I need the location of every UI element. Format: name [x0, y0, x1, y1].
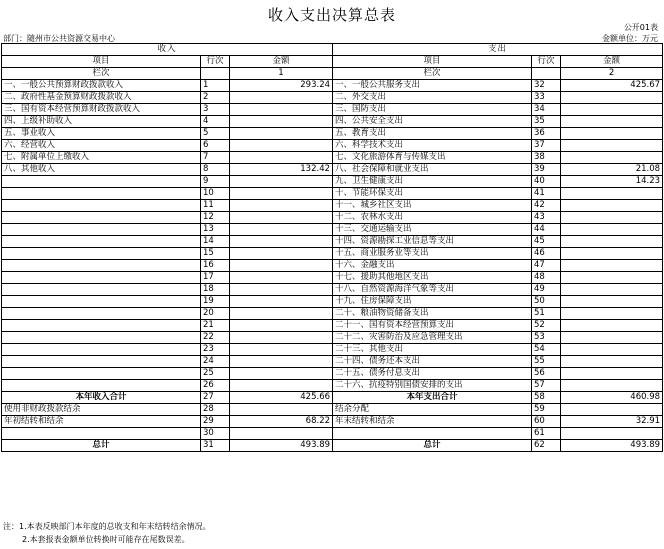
column-header-row	[2, 56, 663, 68]
line-no: 45	[532, 236, 561, 248]
column-index-row	[2, 68, 663, 80]
expense-item-name: 二十四、债务还本支出	[333, 356, 532, 368]
income-amount	[230, 248, 333, 260]
income-item-name	[2, 356, 201, 368]
income-column-label: 栏次	[2, 68, 201, 80]
line-no: 41	[532, 188, 561, 200]
expense-grand-total-amount: 493.89	[561, 440, 663, 452]
income-amount	[230, 200, 333, 212]
empty-cell	[532, 68, 561, 80]
line-no: 62	[532, 440, 561, 452]
income-amount	[230, 224, 333, 236]
expense-amount	[561, 104, 663, 116]
line-no: 16	[201, 260, 230, 272]
income-amount	[230, 272, 333, 284]
expense-amount	[561, 284, 663, 296]
expense-amount: 425.67	[561, 80, 663, 92]
line-no: 33	[532, 92, 561, 104]
income-amount	[230, 188, 333, 200]
income-amount: 132.42	[230, 164, 333, 176]
income-item-name	[2, 296, 201, 308]
expense-amount	[561, 272, 663, 284]
expense-item-name: 十一、城乡社区支出	[333, 200, 532, 212]
income-amount: 68.22	[230, 416, 333, 428]
expense-item-name: 结余分配	[333, 404, 532, 416]
expense-amount	[561, 320, 663, 332]
line-no: 28	[201, 404, 230, 416]
table-row	[2, 236, 663, 248]
table-row	[2, 164, 663, 176]
expense-year-total-amount: 460.98	[561, 392, 663, 404]
income-amount	[230, 308, 333, 320]
line-no: 38	[532, 152, 561, 164]
income-grand-total-label: 总计	[2, 440, 201, 452]
line-no: 32	[532, 80, 561, 92]
income-amount	[230, 152, 333, 164]
expense-line-header: 行次	[532, 56, 561, 68]
unit-label: 金额单位：万元	[602, 34, 658, 43]
income-amount	[230, 140, 333, 152]
table-row	[2, 224, 663, 236]
income-line-header: 行次	[201, 56, 230, 68]
line-no: 17	[201, 272, 230, 284]
line-no: 15	[201, 248, 230, 260]
income-item-name	[2, 176, 201, 188]
summary-table	[1, 43, 663, 452]
income-item-name	[2, 188, 201, 200]
table-row	[2, 320, 663, 332]
income-item-name	[2, 236, 201, 248]
empty-cell	[561, 428, 663, 440]
expense-amount	[561, 260, 663, 272]
footnote-2: 2.本套报表金额单位转换时可能存在尾数误差。	[22, 535, 190, 544]
grand-total-row	[2, 440, 663, 452]
line-no: 35	[532, 116, 561, 128]
income-item-name	[2, 284, 201, 296]
carryover-row	[2, 416, 663, 428]
income-amount	[230, 344, 333, 356]
line-no: 42	[532, 200, 561, 212]
table-row	[2, 272, 663, 284]
expense-grand-total-label: 总计	[333, 440, 532, 452]
expense-amount	[561, 368, 663, 380]
expense-amount	[561, 224, 663, 236]
form-code: 公开01表	[623, 23, 658, 32]
empty-cell	[333, 428, 532, 440]
expense-item-name: 二十二、灾害防治及应急管理支出	[333, 332, 532, 344]
expense-item-name: 十二、农林水支出	[333, 212, 532, 224]
expense-item-name: 十四、资源勘探工业信息等支出	[333, 236, 532, 248]
line-no: 44	[532, 224, 561, 236]
table-row	[2, 200, 663, 212]
expense-year-total-label: 本年支出合计	[333, 392, 532, 404]
line-no: 37	[532, 140, 561, 152]
income-amount	[230, 236, 333, 248]
expense-item-name: 六、科学技术支出	[333, 140, 532, 152]
table-row	[2, 344, 663, 356]
line-no: 54	[532, 344, 561, 356]
expense-section-header: 支出	[333, 44, 663, 56]
income-amount	[230, 296, 333, 308]
income-item-name: 一、一般公共预算财政拨款收入	[2, 80, 201, 92]
expense-item-name: 十、节能环保支出	[333, 188, 532, 200]
line-no: 11	[201, 200, 230, 212]
expense-item-name: 二十六、抗疫特别国债安排的支出	[333, 380, 532, 392]
line-no: 25	[201, 368, 230, 380]
income-item-name: 年初结转和结余	[2, 416, 201, 428]
blank-row	[2, 428, 663, 440]
line-no: 30	[201, 428, 230, 440]
line-no: 51	[532, 308, 561, 320]
expense-column-label: 栏次	[333, 68, 532, 80]
line-no: 29	[201, 416, 230, 428]
expense-amount	[561, 236, 663, 248]
line-no: 59	[532, 404, 561, 416]
expense-amount	[561, 212, 663, 224]
table-row	[2, 380, 663, 392]
income-item-name	[2, 344, 201, 356]
line-no: 36	[532, 128, 561, 140]
income-amount	[230, 332, 333, 344]
line-no: 53	[532, 332, 561, 344]
page-title: 收入支出决算总表	[267, 6, 396, 24]
expense-amount	[561, 140, 663, 152]
expense-item-name: 二十三、其他支出	[333, 344, 532, 356]
line-no: 13	[201, 224, 230, 236]
income-amount	[230, 404, 333, 416]
income-item-name	[2, 248, 201, 260]
income-item-header: 项目	[2, 56, 201, 68]
expense-amount: 21.08	[561, 164, 663, 176]
expense-amount	[561, 188, 663, 200]
expense-amount	[561, 92, 663, 104]
expense-amount	[561, 128, 663, 140]
income-year-total-amount: 425.66	[230, 392, 333, 404]
income-amount: 293.24	[230, 80, 333, 92]
table-row	[2, 260, 663, 272]
income-amount	[230, 104, 333, 116]
empty-cell	[230, 428, 333, 440]
income-amount	[230, 212, 333, 224]
line-no: 48	[532, 272, 561, 284]
income-amount	[230, 356, 333, 368]
expense-item-name: 四、公共安全支出	[333, 116, 532, 128]
expense-item-name: 十三、交通运输支出	[333, 224, 532, 236]
line-no: 10	[201, 188, 230, 200]
table-row	[2, 356, 663, 368]
line-no: 7	[201, 152, 230, 164]
table-row	[2, 212, 663, 224]
income-amount	[230, 176, 333, 188]
income-item-name: 八、其他收入	[2, 164, 201, 176]
income-item-name: 七、附属单位上缴收入	[2, 152, 201, 164]
expense-item-name: 二、外交支出	[333, 92, 532, 104]
expense-amount-header: 金额	[561, 56, 663, 68]
income-item-name: 使用非财政拨款结余	[2, 404, 201, 416]
income-item-name	[2, 212, 201, 224]
expense-item-name: 十七、援助其他地区支出	[333, 272, 532, 284]
line-no: 58	[532, 392, 561, 404]
income-section-header: 收入	[2, 44, 333, 56]
expense-amount	[561, 380, 663, 392]
line-no: 56	[532, 368, 561, 380]
expense-item-name: 十八、自然资源海洋气象等支出	[333, 284, 532, 296]
line-no: 8	[201, 164, 230, 176]
expense-item-name: 二十五、债务付息支出	[333, 368, 532, 380]
line-no: 23	[201, 344, 230, 356]
department-label: 部门：随州市公共资源交易中心	[3, 34, 115, 43]
expense-amount	[561, 296, 663, 308]
table-row	[2, 92, 663, 104]
income-item-name	[2, 368, 201, 380]
line-no: 5	[201, 128, 230, 140]
table-row	[2, 140, 663, 152]
income-column-number: 1	[230, 68, 333, 80]
table-row	[2, 152, 663, 164]
income-amount	[230, 260, 333, 272]
line-no: 34	[532, 104, 561, 116]
table-row	[2, 116, 663, 128]
income-grand-total-amount: 493.89	[230, 440, 333, 452]
line-no: 43	[532, 212, 561, 224]
line-no: 55	[532, 356, 561, 368]
table-row	[2, 104, 663, 116]
expense-item-name: 十九、住房保障支出	[333, 296, 532, 308]
line-no: 52	[532, 320, 561, 332]
line-no: 12	[201, 212, 230, 224]
expense-item-name: 五、教育支出	[333, 128, 532, 140]
expense-amount	[561, 116, 663, 128]
expense-item-name: 七、文化旅游体育与传媒支出	[333, 152, 532, 164]
line-no: 9	[201, 176, 230, 188]
line-no: 6	[201, 140, 230, 152]
income-amount	[230, 380, 333, 392]
line-no: 40	[532, 176, 561, 188]
line-no: 18	[201, 284, 230, 296]
table-row	[2, 128, 663, 140]
income-amount	[230, 368, 333, 380]
expense-amount	[561, 308, 663, 320]
expense-item-name: 一、一般公共服务支出	[333, 80, 532, 92]
line-no: 57	[532, 380, 561, 392]
year-total-row	[2, 392, 663, 404]
expense-amount	[561, 152, 663, 164]
expense-amount	[561, 200, 663, 212]
line-no: 47	[532, 260, 561, 272]
table-row	[2, 296, 663, 308]
income-amount	[230, 284, 333, 296]
expense-item-name: 十五、商业服务业等支出	[333, 248, 532, 260]
line-no: 50	[532, 296, 561, 308]
expense-item-name: 十六、金融支出	[333, 260, 532, 272]
line-no: 60	[532, 416, 561, 428]
empty-cell	[201, 68, 230, 80]
income-item-name: 五、事业收入	[2, 128, 201, 140]
income-item-name	[2, 380, 201, 392]
line-no: 20	[201, 308, 230, 320]
line-no: 46	[532, 248, 561, 260]
income-amount-header: 金额	[230, 56, 333, 68]
expense-amount: 14.23	[561, 176, 663, 188]
line-no: 24	[201, 356, 230, 368]
income-item-name: 三、国有资本经营预算财政拨款收入	[2, 104, 201, 116]
expense-amount	[561, 356, 663, 368]
income-item-name: 四、上级补助收入	[2, 116, 201, 128]
expense-item-name: 年末结转和结余	[333, 416, 532, 428]
section-header-row	[2, 44, 663, 56]
expense-item-name: 二十一、国有资本经营预算支出	[333, 320, 532, 332]
line-no: 27	[201, 392, 230, 404]
line-no: 2	[201, 92, 230, 104]
line-no: 39	[532, 164, 561, 176]
income-item-name	[2, 308, 201, 320]
expense-amount	[561, 248, 663, 260]
expense-item-name: 八、社会保障和就业支出	[333, 164, 532, 176]
footnotes	[3, 520, 211, 546]
footnote-1: 注：1.本表反映部门本年度的总收支和年末结转结余情况。	[3, 522, 211, 531]
income-amount	[230, 116, 333, 128]
line-no: 22	[201, 332, 230, 344]
table-row	[2, 80, 663, 92]
income-item-name	[2, 224, 201, 236]
expense-item-name: 九、卫生健康支出	[333, 176, 532, 188]
income-item-name	[2, 260, 201, 272]
income-amount	[230, 320, 333, 332]
expense-amount	[561, 332, 663, 344]
table-row	[2, 332, 663, 344]
table-row	[2, 284, 663, 296]
income-item-name: 六、经营收入	[2, 140, 201, 152]
table-row	[2, 368, 663, 380]
line-no: 31	[201, 440, 230, 452]
empty-cell	[2, 428, 201, 440]
expense-item-name: 二十、粮油物资储备支出	[333, 308, 532, 320]
line-no: 14	[201, 236, 230, 248]
line-no: 21	[201, 320, 230, 332]
line-no: 26	[201, 380, 230, 392]
table-row	[2, 176, 663, 188]
line-no: 3	[201, 104, 230, 116]
non-fiscal-row	[2, 404, 663, 416]
income-amount	[230, 128, 333, 140]
expense-item-header: 项目	[333, 56, 532, 68]
table-row	[2, 308, 663, 320]
line-no: 1	[201, 80, 230, 92]
income-item-name	[2, 332, 201, 344]
income-item-name	[2, 200, 201, 212]
income-item-name	[2, 320, 201, 332]
income-item-name: 二、政府性基金预算财政拨款收入	[2, 92, 201, 104]
expense-amount	[561, 404, 663, 416]
income-amount	[230, 92, 333, 104]
table-row	[2, 188, 663, 200]
expense-column-number: 2	[561, 68, 663, 80]
income-year-total-label: 本年收入合计	[2, 392, 201, 404]
line-no: 49	[532, 284, 561, 296]
line-no: 61	[532, 428, 561, 440]
line-no: 4	[201, 116, 230, 128]
expense-amount	[561, 344, 663, 356]
line-no: 19	[201, 296, 230, 308]
income-item-name	[2, 272, 201, 284]
expense-item-name: 三、国防支出	[333, 104, 532, 116]
expense-amount: 32.91	[561, 416, 663, 428]
table-row	[2, 248, 663, 260]
